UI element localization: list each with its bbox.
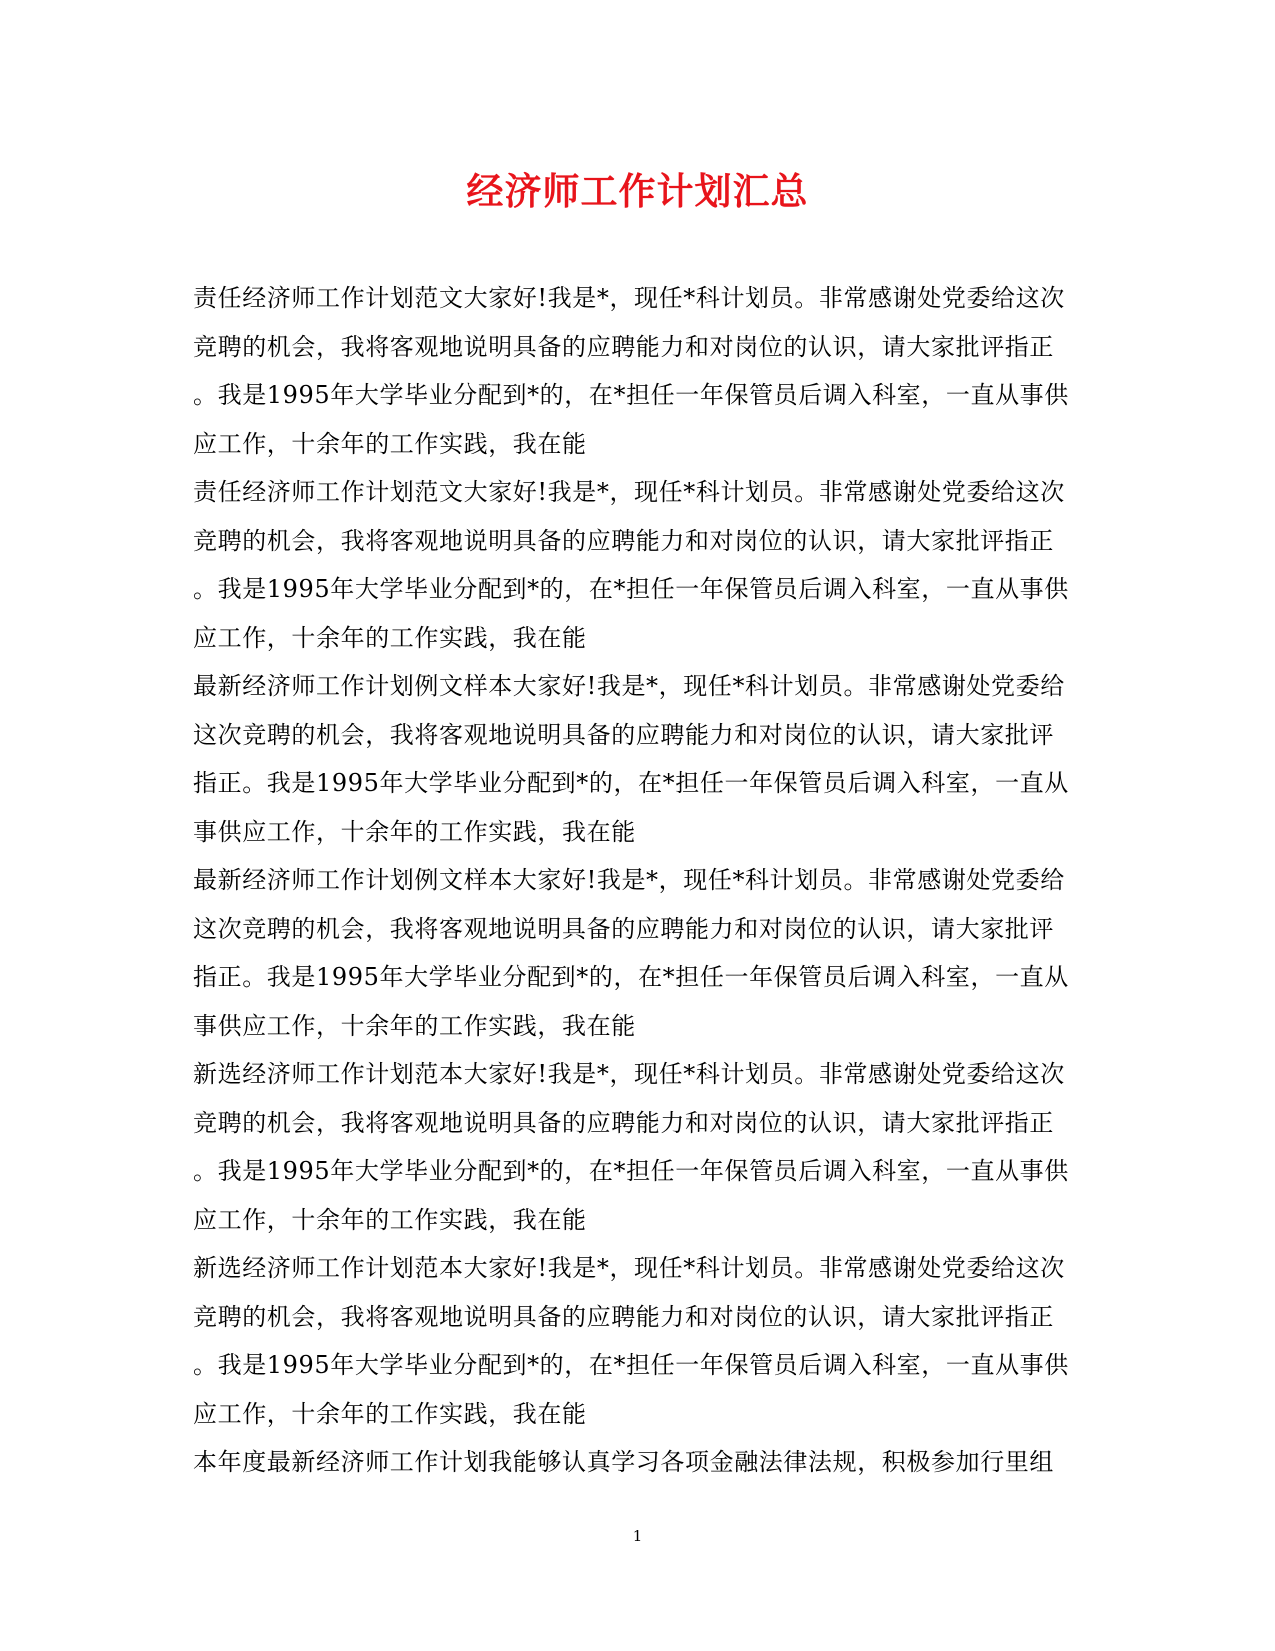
document-title: 经济师工作计划汇总 xyxy=(466,169,809,213)
text-line: 竞聘的机会，我将客观地说明具备的应聘能力和对岗位的认识，请大家批评指正 xyxy=(193,332,1054,361)
text-line: 新选经济师工作计划范本大家好!我是*，现任*科计划员。非常感谢处党委给这次 xyxy=(193,1060,1065,1088)
text-line: 指正。我是1995年大学毕业分配到*的，在*担任一年保管员后调入科室，一直从 xyxy=(193,963,1069,991)
text-line: 。我是1995年大学毕业分配到*的，在*担任一年保管员后调入科室，一直从事供 xyxy=(193,575,1069,603)
text-line: 竞聘的机会，我将客观地说明具备的应聘能力和对岗位的认识，请大家批评指正 xyxy=(193,1302,1054,1331)
text-line: 应工作，十余年的工作实践，我在能 xyxy=(193,623,587,652)
text-line: 这次竞聘的机会，我将客观地说明具备的应聘能力和对岗位的认识，请大家批评 xyxy=(193,720,1054,749)
text-line: 最新经济师工作计划例文样本大家好!我是*，现任*科计划员。非常感谢处党委给 xyxy=(193,866,1065,894)
text-line: 指正。我是1995年大学毕业分配到*的，在*担任一年保管员后调入科室，一直从 xyxy=(193,769,1069,797)
text-line: 。我是1995年大学毕业分配到*的，在*担任一年保管员后调入科室，一直从事供 xyxy=(193,381,1069,409)
text-line: 事供应工作，十余年的工作实践，我在能 xyxy=(193,1011,636,1040)
text-line: 。我是1995年大学毕业分配到*的，在*担任一年保管员后调入科室，一直从事供 xyxy=(193,1157,1069,1185)
text-line: 这次竞聘的机会，我将客观地说明具备的应聘能力和对岗位的认识，请大家批评 xyxy=(193,914,1054,943)
text-line: 应工作，十余年的工作实践，我在能 xyxy=(193,1399,587,1428)
text-line: 应工作，十余年的工作实践，我在能 xyxy=(193,1205,587,1234)
text-line: 竞聘的机会，我将客观地说明具备的应聘能力和对岗位的认识，请大家批评指正 xyxy=(193,526,1054,555)
text-line: 应工作，十余年的工作实践，我在能 xyxy=(193,429,587,458)
text-line: 责任经济师工作计划范文大家好!我是*，现任*科计划员。非常感谢处党委给这次 xyxy=(193,478,1065,506)
text-line: 新选经济师工作计划范本大家好!我是*，现任*科计划员。非常感谢处党委给这次 xyxy=(193,1254,1065,1282)
text-line: 最新经济师工作计划例文样本大家好!我是*，现任*科计划员。非常感谢处党委给 xyxy=(193,672,1065,700)
text-line: 。我是1995年大学毕业分配到*的，在*担任一年保管员后调入科室，一直从事供 xyxy=(193,1351,1069,1379)
text-line: 事供应工作，十余年的工作实践，我在能 xyxy=(193,817,636,846)
text-line: 本年度最新经济师工作计划我能够认真学习各项金融法律法规，积极参加行里组 xyxy=(193,1448,1054,1476)
text-line: 竞聘的机会，我将客观地说明具备的应聘能力和对岗位的认识，请大家批评指正 xyxy=(193,1108,1054,1137)
document-body xyxy=(193,274,1093,1487)
text-line: 责任经济师工作计划范文大家好!我是*，现任*科计划员。非常感谢处党委给这次 xyxy=(193,284,1065,312)
page-number: 1 xyxy=(632,1527,643,1545)
